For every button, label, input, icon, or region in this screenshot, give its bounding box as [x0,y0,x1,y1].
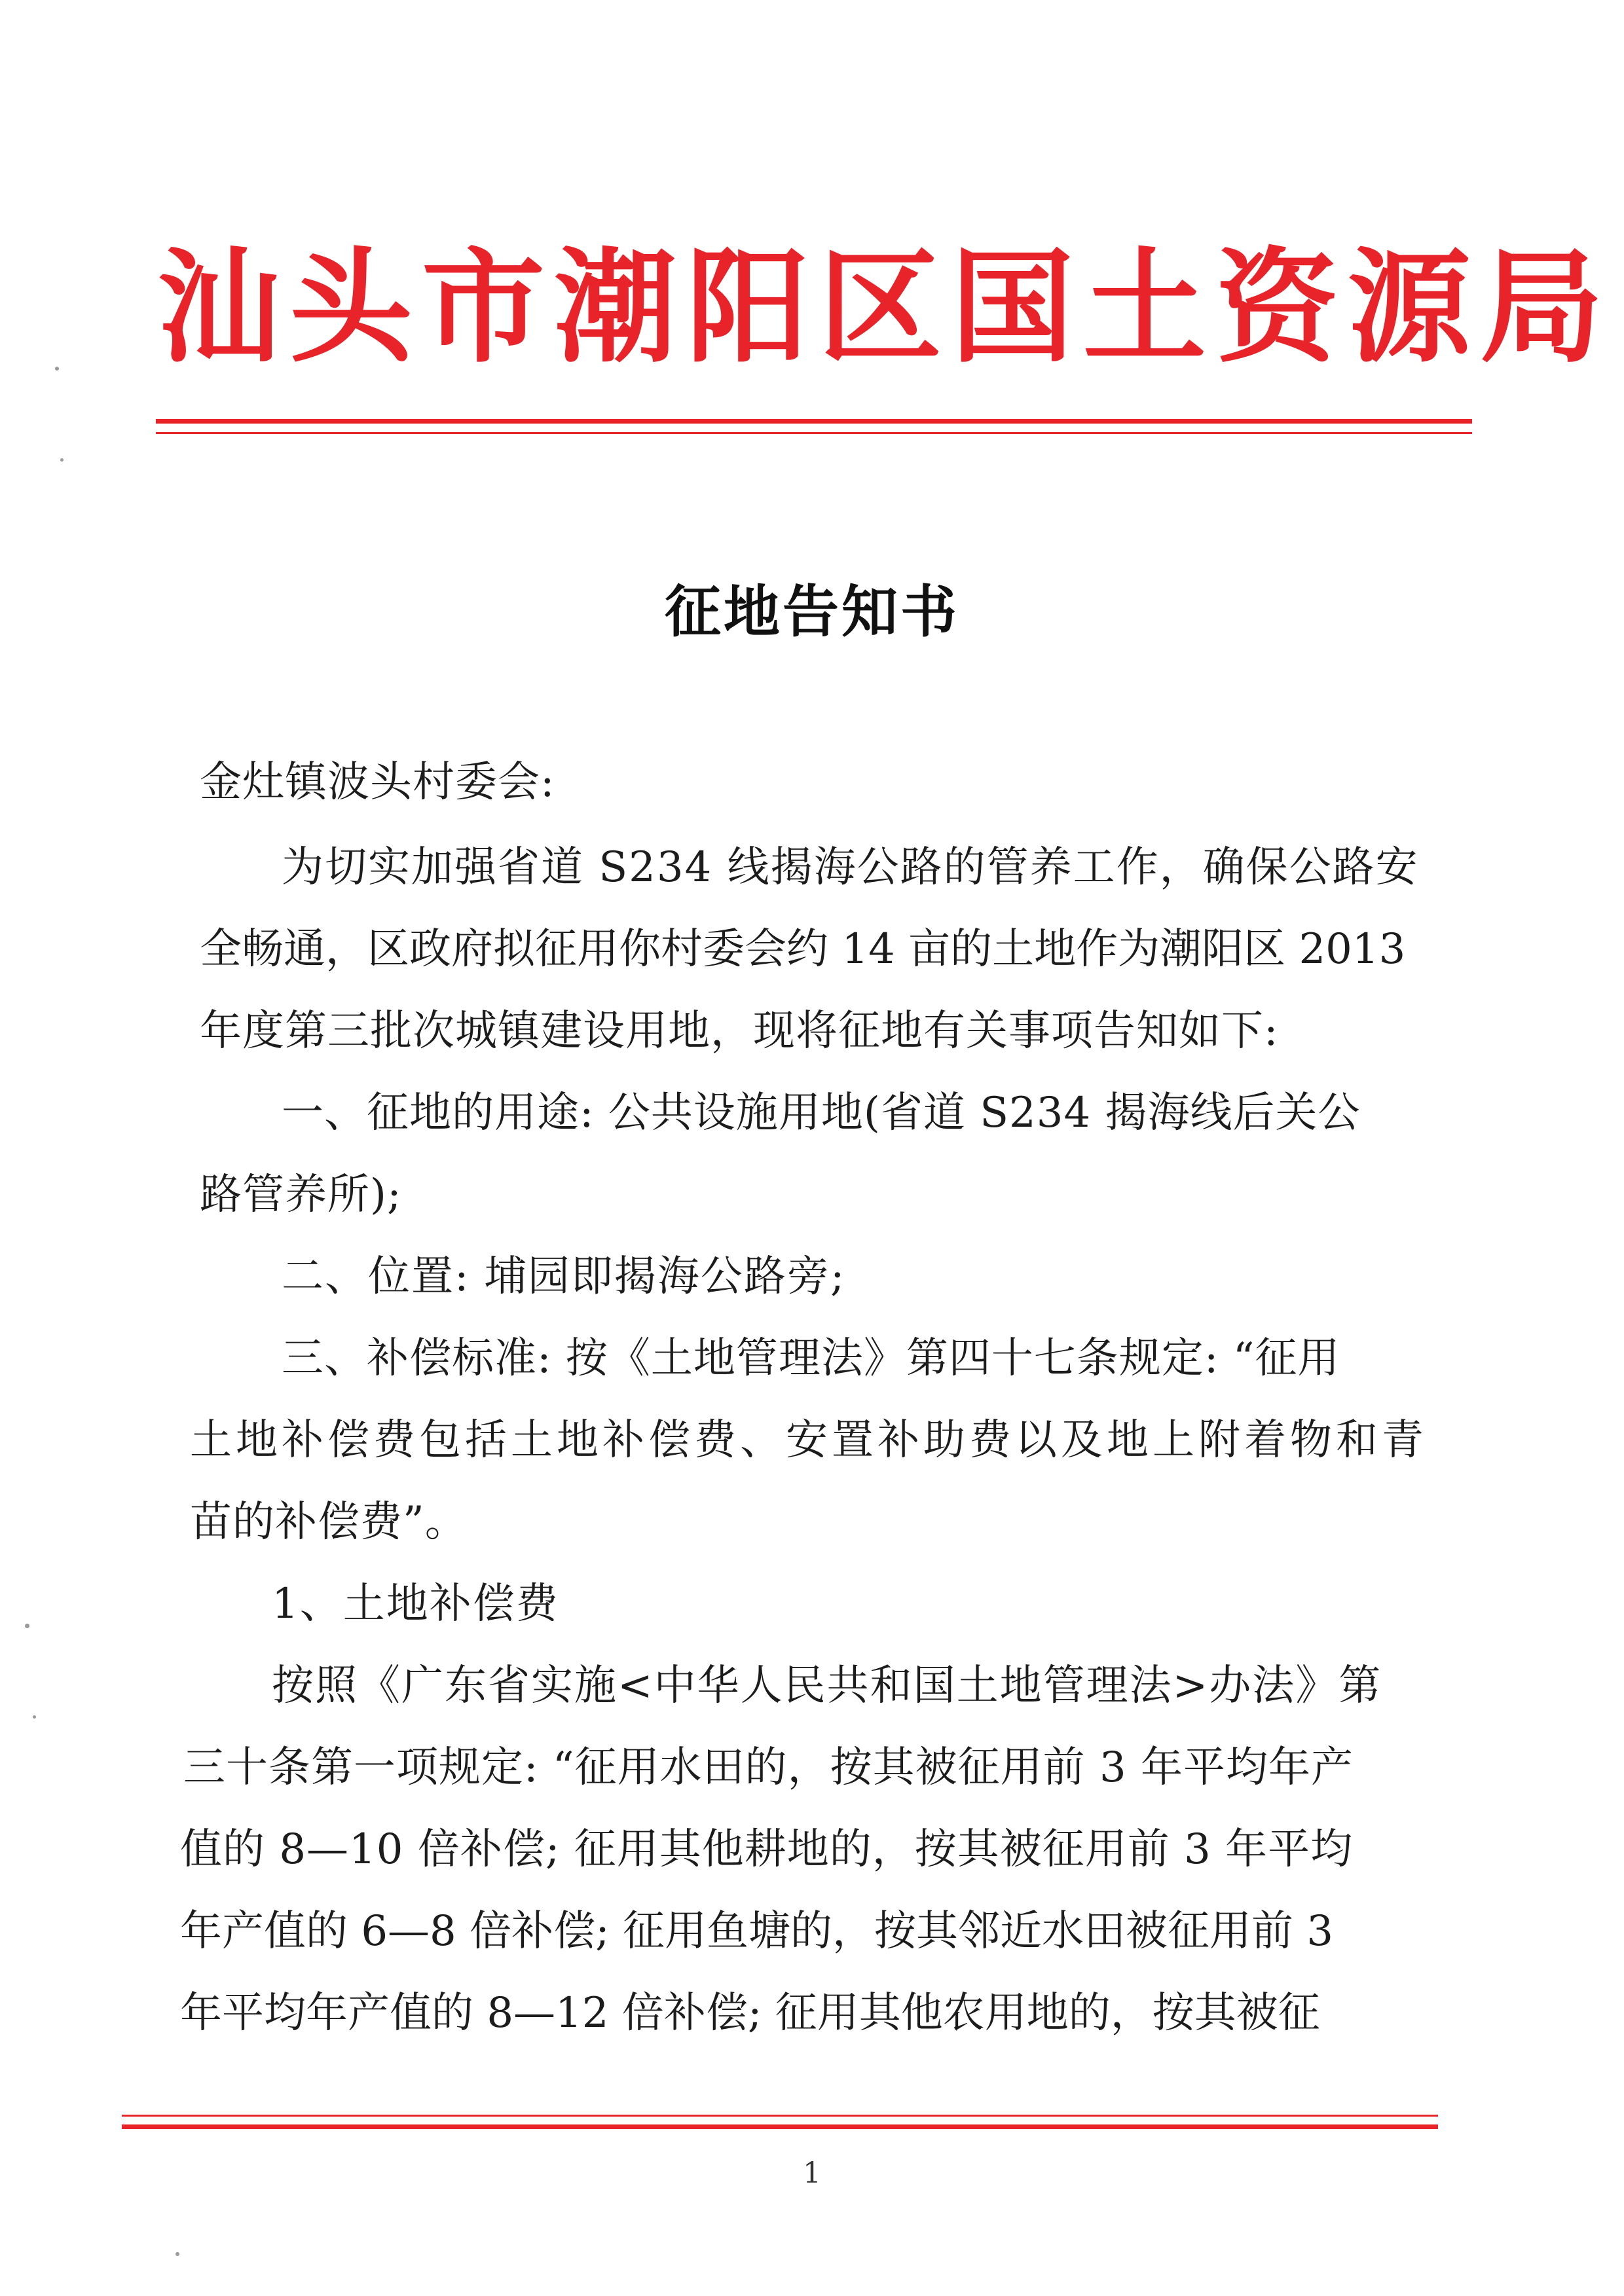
subsection-heading: 1、土地补偿费 [272,1580,559,1628]
addressee-line: 金灶镇波头村委会: [200,758,555,807]
scan-speck [25,1624,29,1628]
scan-speck [175,2252,179,2256]
body-line: 为切实加强省道 S234 线揭海公路的管养工作，确保公路安 [282,843,1419,892]
body-line-item-2: 二、位置: 埔园即揭海公路旁; [282,1252,846,1301]
letterhead-rule-thick [156,419,1472,424]
footer-rule-thick [122,2124,1438,2129]
body-line-item-3: 三、补偿标准: 按《土地管理法》第四十七条规定: “征用 [282,1334,1340,1383]
body-line: 年平均年产值的 8—12 倍补偿; 征用其他农用地的，按其被征 [180,1989,1320,2037]
scan-speck [33,1715,36,1719]
page-number: 1 [803,2157,821,2190]
body-line: 全畅通，区政府拟征用你村委会约 14 亩的土地作为潮阳区 2013 [200,925,1406,974]
footer-rule-thin [122,2115,1438,2117]
body-line: 按照《广东省实施<中华人民共和国土地管理法>办法》第 [272,1662,1382,1710]
body-line: 路管养所); [200,1171,402,1219]
document-title: 征地告知书 [665,579,959,645]
body-line: 年产值的 6—8 倍补偿; 征用鱼塘的，按其邻近水田被征用前 3 [180,1907,1334,1956]
body-line: 苗的补偿费”。 [190,1498,468,1546]
scan-speck [55,367,59,371]
body-line-item-1: 一、征地的用途: 公共设施用地(省道 S234 揭海线后关公 [282,1089,1361,1137]
body-line: 土地补偿费包括土地补偿费、安置补助费以及地上附着物和青 [190,1416,1428,1465]
body-line: 三十条第一项规定: “征用水田的，按其被征用前 3 年平均年产 [183,1743,1354,1792]
letterhead-organization: 汕头市潮阳区国土资源局 [157,235,1612,380]
body-line: 值的 8—10 倍补偿; 征用其他耕地的，按其被征用前 3 年平均 [180,1825,1354,1874]
scan-speck [60,458,64,462]
body-line: 年度第三批次城镇建设用地，现将征地有关事项告知如下: [200,1007,1279,1055]
letterhead-rule-thin [156,432,1472,434]
